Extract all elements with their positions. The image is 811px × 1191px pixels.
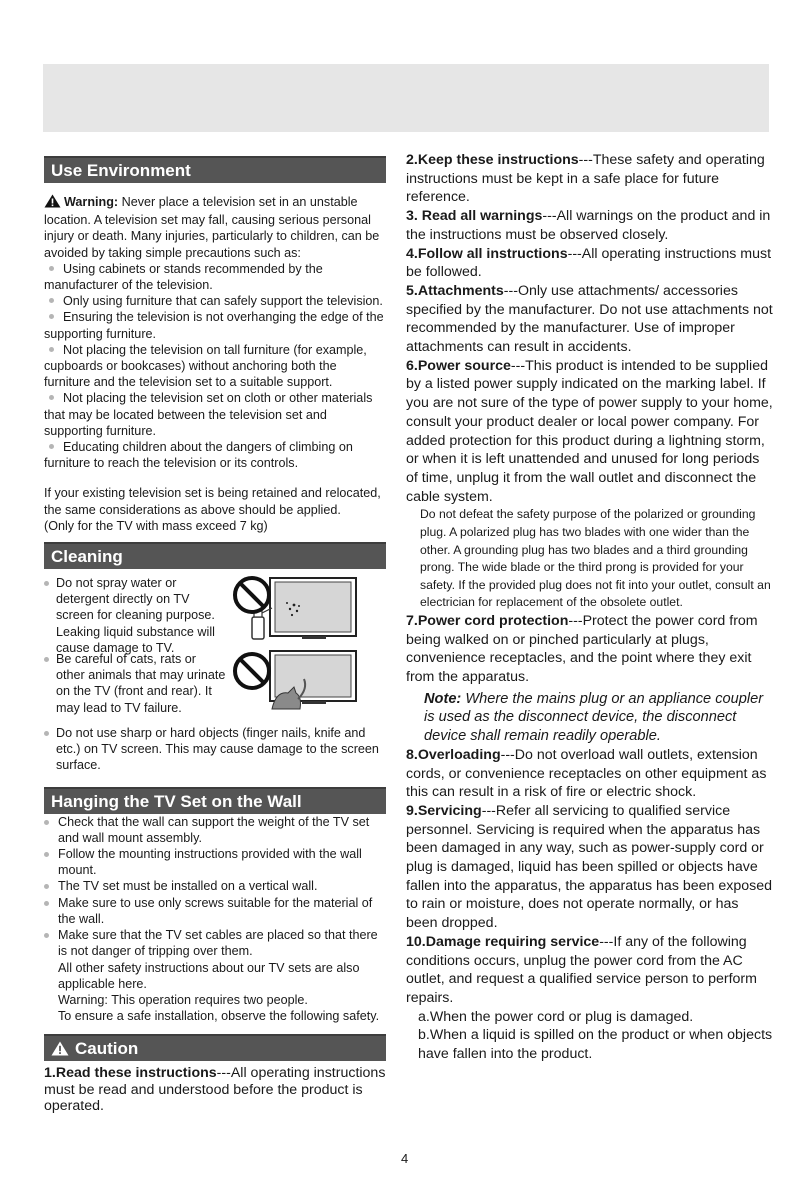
bullet-icon (44, 933, 49, 938)
caution-icon (51, 1038, 69, 1063)
warning-paragraph (44, 194, 386, 261)
no-cat-illustration (232, 649, 366, 717)
header-band (43, 64, 769, 132)
bullet-icon (49, 347, 54, 352)
bullet-icon (49, 314, 54, 319)
bullet-icon (44, 884, 49, 889)
bullet-icon (44, 852, 49, 857)
list-item: Educating children about the dangers of climbing on furniture to reach the television or its controls. (44, 440, 353, 471)
hanging-extra-1: All other safety instructions about our TV sets are also applicable here. (58, 960, 360, 991)
bullet-icon (49, 266, 54, 271)
bullet-icon (44, 901, 49, 906)
caution-item-9: 9.Servicing---Refer all servicing to qualified service personnel. Servicing is required when the apparatus has been damaged in any way, such as power-supply cord or plug is damaged, liquid has been spilled or objects have fallen into the apparatus, the apparatus has been exposed to rain or moisture, does not operate normally, or has been dropped. (406, 802, 772, 932)
caution-item-2: 2.Keep these instructions---These safety and operating instructions must be kept in a safe place for future reference. (406, 152, 765, 206)
right-column (406, 151, 774, 1064)
disconnect-note: Note: Where the mains plug or an appliance coupler is used as the disconnect device, the disconnect device shall remain readily operable. (424, 690, 764, 745)
bullet-icon (49, 298, 54, 303)
bullet-icon (49, 444, 54, 449)
caution-item-10: 10.Damage requiring service---If any of the following conditions occurs, unplug the power cord from the AC outlet, and request a qualified service person to perform repairs. (406, 933, 757, 1006)
warning-label: Warning: (64, 195, 119, 209)
list-item: Check that the wall can support the weight of the TV set and wall mount assembly. (44, 814, 386, 846)
list-item: Not placing the television on tall furniture (for example, cupboards or bookcases) without anchoring both the furniture and the television set to a suitable support. (44, 342, 367, 390)
caution-item-8: 8.Overloading---Do not overload wall outlets, extension cords, or convenience receptacles on other equipment as this can result in a risk of fire or electric shock. (406, 746, 767, 801)
caution-item-7: 7.Power cord protection---Protect the power cord from being walked on or pinched particularly at plugs, convenience receptacles, and the point where they exit from the apparatus. (406, 612, 758, 686)
warning-icon (44, 194, 61, 212)
bullet-icon (49, 395, 54, 400)
use-environment-heading: Use Environment (44, 156, 386, 183)
caution-item-6: 6.Power source---This product is intended to be supplied by a listed power supply indicated on the marking label. If you are not sure of the type of power supply to your home, consult your product dealer or local power company. For added protection for this product during a lightning storm, or when it is left unattended and unused for long periods of time, unplug it from the wall outlet and disconnect the cable system. (406, 357, 773, 505)
list-item: Not placing the television set on cloth or other materials that may be located between the television set and supporting furniture. (44, 391, 373, 438)
hanging-extra-2: Warning: This operation requires two people. (58, 992, 308, 1007)
caution-item-4: 4.Follow all instructions---All operating instructions must be followed. (406, 245, 772, 281)
use-environment-list (44, 261, 386, 472)
hanging-list (44, 814, 386, 960)
left-column (44, 156, 386, 1115)
hanging-heading: Hanging the TV Set on the Wall (44, 787, 386, 814)
polarized-plug-note: Do not defeat the safety purpose of the polarized or grounding plug. A polarized plug has two blades with one wider than the other. A grounding plug has two blades and a third grounding prong. The wide blade or the third prong is provided for your safety. If the provided plug does not fit into your outlet, consult an electrician for replacement of the obsolete outlet. (420, 507, 771, 610)
list-item: Do not use sharp or hard objects (finger nails, knife and etc.) on TV screen. This may cause damage to the screen surface. (44, 725, 386, 774)
caution-item-1: 1.Read these instructions---All operating instructions must be read and understood before the product is operated. (44, 1065, 386, 1115)
bullet-icon (44, 731, 49, 736)
list-item: Using cabinets or stands recommended by the manufacturer of the television. (44, 261, 323, 293)
sub-item-b: b.When a liquid is spilled on the product or when objects have fallen into the product. (418, 1027, 773, 1063)
bullet-icon (44, 581, 49, 586)
caution-item-5: 5.Attachments---Only use attachments/ accessories specified by the manufacturer. Do not use attachments not recommended by the manufacturer. Use of improper attachments can result in accidents. (406, 282, 773, 356)
cleaning-heading: Cleaning (44, 542, 386, 569)
list-item: Be careful of cats, rats or other animals that may urinate on the TV (front and rear). It may lead to TV failure. (44, 651, 386, 721)
caution-heading: Caution (44, 1034, 386, 1061)
bullet-icon (44, 820, 49, 825)
sub-item-a: a.When the power cord or plug is damaged. (418, 1008, 694, 1025)
no-spray-illustration (232, 575, 366, 649)
cleaning-section (44, 575, 386, 774)
list-item: The TV set must be installed on a vertical wall. (44, 878, 386, 894)
retained-text: If your existing television set is being retained and relocated, the same considerations as above should be applied. (44, 486, 381, 517)
list-item: Do not spray water or detergent directly on TV screen for cleaning purpose. Leaking liquid substance will cause damage to TV. (44, 575, 386, 651)
caution-item-3: 3. Read all warnings---All warnings on the product and in the instructions must be observed closely. (406, 208, 771, 243)
list-item: Only using furniture that can safely support the television. (44, 293, 386, 309)
mass-note: (Only for the TV with mass exceed 7 kg) (44, 518, 268, 533)
list-item: Make sure to use only screws suitable for the material of the wall. (44, 895, 386, 927)
page-number: 4 (401, 1151, 409, 1166)
hanging-extra-3: To ensure a safe installation, observe the following safety. (58, 1009, 380, 1024)
bullet-icon (44, 657, 49, 662)
list-item: Ensuring the television is not overhanging the edge of the supporting furniture. (44, 310, 384, 341)
list-item: Follow the mounting instructions provided with the wall mount. (44, 846, 386, 878)
list-item: Make sure that the TV set cables are placed so that there is not danger of tripping over them. (44, 927, 386, 959)
warning-text: Never place a television set in an unstable location. A television set may fall, causing serious personal injury or death. Many injuries, particularly to children, can be avoided by taking simple precautions such as: (44, 195, 380, 260)
